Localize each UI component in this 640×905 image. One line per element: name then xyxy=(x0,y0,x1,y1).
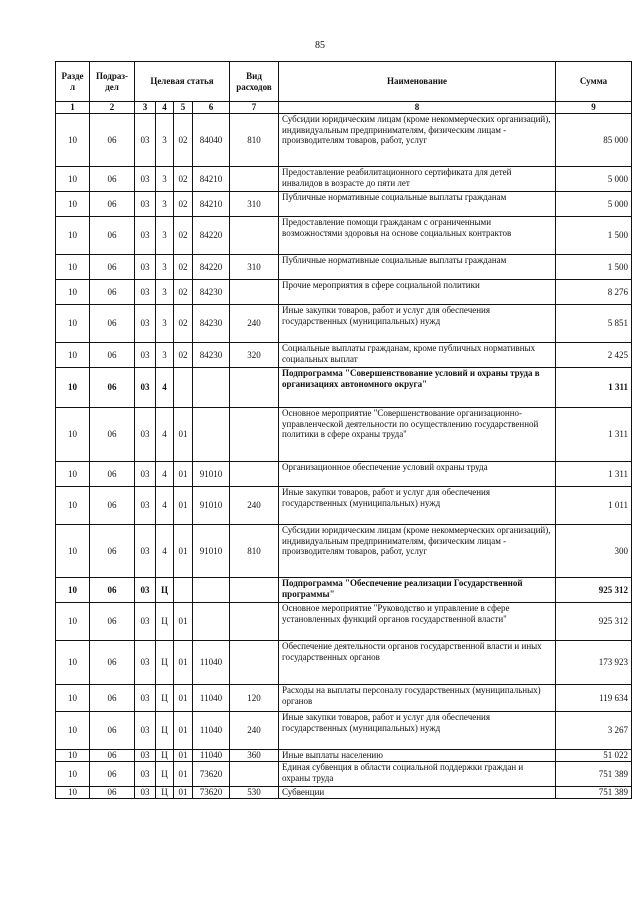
razdel-cell: 10 xyxy=(56,114,90,167)
header-naimenovanie: Наименование xyxy=(279,62,556,102)
table-row xyxy=(56,408,632,462)
program-cell: 03 xyxy=(135,750,156,762)
subprogram-cell: 3 xyxy=(156,114,174,167)
program-cell: 03 xyxy=(135,408,156,462)
subprogram-cell: Ц xyxy=(156,578,174,603)
name-cell: Иные закупки товаров, работ и услуг для обеспечения государственных (муниципальных) нужд xyxy=(279,305,556,343)
table-body xyxy=(56,114,632,799)
podrazdel-cell: 06 xyxy=(90,167,135,192)
razdel-cell: 10 xyxy=(56,487,90,525)
column-index-row xyxy=(56,102,632,114)
sum-cell: 751 389 xyxy=(556,787,632,799)
header-razdel: Разде л xyxy=(56,62,90,102)
vid-rashodov-cell xyxy=(230,217,279,255)
table-row xyxy=(56,368,632,408)
subprogram-cell: Ц xyxy=(156,603,174,641)
razdel-cell: 10 xyxy=(56,762,90,787)
event-cell: 02 xyxy=(174,167,193,192)
program-cell: 03 xyxy=(135,641,156,685)
sum-cell: 85 000 xyxy=(556,114,632,167)
razdel-cell: 10 xyxy=(56,305,90,343)
razdel-cell: 10 xyxy=(56,685,90,712)
subprogram-cell: 4 xyxy=(156,408,174,462)
name-cell: Публичные нормативные социальные выплаты гражданам xyxy=(279,192,556,217)
direction-cell: 84040 xyxy=(193,114,230,167)
direction-cell: 73620 xyxy=(193,787,230,799)
direction-cell: 11040 xyxy=(193,750,230,762)
table-row xyxy=(56,280,632,305)
podrazdel-cell: 06 xyxy=(90,343,135,368)
subprogram-cell: 4 xyxy=(156,487,174,525)
podrazdel-cell: 06 xyxy=(90,685,135,712)
vid-rashodov-cell xyxy=(230,762,279,787)
program-cell: 03 xyxy=(135,255,156,280)
vid-rashodov-cell: 310 xyxy=(230,255,279,280)
event-cell: 01 xyxy=(174,487,193,525)
razdel-cell: 10 xyxy=(56,462,90,487)
subprogram-cell: Ц xyxy=(156,685,174,712)
program-cell: 03 xyxy=(135,192,156,217)
event-cell: 02 xyxy=(174,305,193,343)
podrazdel-cell: 06 xyxy=(90,762,135,787)
program-cell: 03 xyxy=(135,114,156,167)
column-index-cell: 4 xyxy=(156,102,174,114)
direction-cell: 84230 xyxy=(193,343,230,368)
column-index-cell: 8 xyxy=(279,102,556,114)
vid-rashodov-cell xyxy=(230,578,279,603)
event-cell: 02 xyxy=(174,280,193,305)
table-row xyxy=(56,578,632,603)
sum-cell: 925 312 xyxy=(556,603,632,641)
podrazdel-cell: 06 xyxy=(90,280,135,305)
subprogram-cell: 3 xyxy=(156,217,174,255)
event-cell: 01 xyxy=(174,787,193,799)
table-row xyxy=(56,255,632,280)
program-cell: 03 xyxy=(135,167,156,192)
table-row xyxy=(56,762,632,787)
name-cell: Основное мероприятие "Руководство и управление в сфере установленных функций органов государственной власти" xyxy=(279,603,556,641)
event-cell: 01 xyxy=(174,603,193,641)
razdel-cell: 10 xyxy=(56,368,90,408)
table-row xyxy=(56,712,632,750)
direction-cell xyxy=(193,578,230,603)
direction-cell: 84230 xyxy=(193,305,230,343)
header-summa: Сумма xyxy=(556,62,632,102)
column-index-cell: 6 xyxy=(193,102,230,114)
direction-cell: 84210 xyxy=(193,167,230,192)
vid-rashodov-cell: 120 xyxy=(230,685,279,712)
table-row xyxy=(56,114,632,167)
podrazdel-cell: 06 xyxy=(90,305,135,343)
column-index-cell: 5 xyxy=(174,102,193,114)
table-row xyxy=(56,685,632,712)
program-cell: 03 xyxy=(135,368,156,408)
event-cell: 02 xyxy=(174,114,193,167)
name-cell: Подпрограмма "Обеспечение реализации Государственной программы" xyxy=(279,578,556,603)
table-row xyxy=(56,462,632,487)
subprogram-cell: Ц xyxy=(156,762,174,787)
column-index-cell: 9 xyxy=(556,102,632,114)
vid-rashodov-cell: 320 xyxy=(230,343,279,368)
table-row xyxy=(56,305,632,343)
program-cell: 03 xyxy=(135,762,156,787)
podrazdel-cell: 06 xyxy=(90,525,135,578)
podrazdel-cell: 06 xyxy=(90,641,135,685)
event-cell: 01 xyxy=(174,641,193,685)
subprogram-cell: 3 xyxy=(156,343,174,368)
direction-cell: 11040 xyxy=(193,712,230,750)
vid-rashodov-cell: 240 xyxy=(230,487,279,525)
direction-cell: 84220 xyxy=(193,217,230,255)
event-cell xyxy=(174,368,193,408)
razdel-cell: 10 xyxy=(56,750,90,762)
vid-rashodov-cell: 240 xyxy=(230,305,279,343)
podrazdel-cell: 06 xyxy=(90,578,135,603)
direction-cell: 91010 xyxy=(193,525,230,578)
vid-rashodov-cell: 530 xyxy=(230,787,279,799)
vid-rashodov-cell xyxy=(230,641,279,685)
sum-cell: 1 500 xyxy=(556,217,632,255)
razdel-cell: 10 xyxy=(56,641,90,685)
name-cell: Иные закупки товаров, работ и услуг для обеспечения государственных (муниципальных) нужд xyxy=(279,712,556,750)
event-cell: 02 xyxy=(174,343,193,368)
subprogram-cell: Ц xyxy=(156,750,174,762)
sum-cell: 8 276 xyxy=(556,280,632,305)
table-row xyxy=(56,641,632,685)
name-cell: Подпрограмма "Совершенствование условий и охраны труда в организациях автономного округа" xyxy=(279,368,556,408)
sum-cell: 173 923 xyxy=(556,641,632,685)
event-cell: 01 xyxy=(174,762,193,787)
program-cell: 03 xyxy=(135,217,156,255)
subprogram-cell: 3 xyxy=(156,167,174,192)
program-cell: 03 xyxy=(135,462,156,487)
podrazdel-cell: 06 xyxy=(90,408,135,462)
sum-cell: 5 000 xyxy=(556,167,632,192)
sum-cell: 300 xyxy=(556,525,632,578)
razdel-cell: 10 xyxy=(56,167,90,192)
sum-cell: 2 425 xyxy=(556,343,632,368)
podrazdel-cell: 06 xyxy=(90,192,135,217)
direction-cell: 11040 xyxy=(193,685,230,712)
direction-cell: 91010 xyxy=(193,487,230,525)
direction-cell xyxy=(193,368,230,408)
subprogram-cell: Ц xyxy=(156,641,174,685)
sum-cell: 1 311 xyxy=(556,368,632,408)
header-podrazdel: Подраз- дел xyxy=(90,62,135,102)
name-cell: Расходы на выплаты персоналу государственных (муниципальных) органов xyxy=(279,685,556,712)
name-cell: Основное мероприятие "Совершенствование организационно-управленческой деятельности по осуществлению государственной политики в сфере охраны труда" xyxy=(279,408,556,462)
subprogram-cell: 3 xyxy=(156,255,174,280)
table-row xyxy=(56,750,632,762)
event-cell: 01 xyxy=(174,712,193,750)
name-cell: Иные выплаты населению xyxy=(279,750,556,762)
vid-rashodov-cell: 310 xyxy=(230,192,279,217)
sum-cell: 1 311 xyxy=(556,462,632,487)
direction-cell: 91010 xyxy=(193,462,230,487)
name-cell: Публичные нормативные социальные выплаты гражданам xyxy=(279,255,556,280)
podrazdel-cell: 06 xyxy=(90,487,135,525)
program-cell: 03 xyxy=(135,280,156,305)
sum-cell: 1 500 xyxy=(556,255,632,280)
razdel-cell: 10 xyxy=(56,525,90,578)
direction-cell xyxy=(193,603,230,641)
podrazdel-cell: 06 xyxy=(90,462,135,487)
header-vid-rashodov: Вид расходов xyxy=(230,62,279,102)
sum-cell: 751 389 xyxy=(556,762,632,787)
podrazdel-cell: 06 xyxy=(90,712,135,750)
table-row xyxy=(56,525,632,578)
program-cell: 03 xyxy=(135,525,156,578)
table-row xyxy=(56,192,632,217)
budget-table xyxy=(55,61,632,799)
vid-rashodov-cell: 810 xyxy=(230,114,279,167)
event-cell: 01 xyxy=(174,750,193,762)
sum-cell: 51 022 xyxy=(556,750,632,762)
program-cell: 03 xyxy=(135,343,156,368)
direction-cell: 73620 xyxy=(193,762,230,787)
vid-rashodov-cell xyxy=(230,462,279,487)
subprogram-cell: Ц xyxy=(156,787,174,799)
header-row xyxy=(56,62,632,102)
direction-cell: 84230 xyxy=(193,280,230,305)
vid-rashodov-cell xyxy=(230,603,279,641)
program-cell: 03 xyxy=(135,603,156,641)
table-row xyxy=(56,787,632,799)
podrazdel-cell: 06 xyxy=(90,255,135,280)
sum-cell: 1 011 xyxy=(556,487,632,525)
table-row xyxy=(56,603,632,641)
name-cell: Субсидии юридическим лицам (кроме некоммерческих организаций), индивидуальным предпринимателям, физическим лицам - производителям товаров, работ, услуг xyxy=(279,114,556,167)
program-cell: 03 xyxy=(135,578,156,603)
direction-cell xyxy=(193,408,230,462)
name-cell: Иные закупки товаров, работ и услуг для обеспечения государственных (муниципальных) нужд xyxy=(279,487,556,525)
event-cell xyxy=(174,578,193,603)
table-row xyxy=(56,343,632,368)
direction-cell: 11040 xyxy=(193,641,230,685)
razdel-cell: 10 xyxy=(56,712,90,750)
column-index-cell: 2 xyxy=(90,102,135,114)
podrazdel-cell: 06 xyxy=(90,750,135,762)
name-cell: Предоставление реабилитационного сертификата для детей инвалидов в возрасте до пяти лет xyxy=(279,167,556,192)
podrazdel-cell: 06 xyxy=(90,368,135,408)
razdel-cell: 10 xyxy=(56,217,90,255)
name-cell: Предоставление помощи гражданам с ограниченными возможностями здоровья на основе социальных контрактов xyxy=(279,217,556,255)
razdel-cell: 10 xyxy=(56,255,90,280)
razdel-cell: 10 xyxy=(56,192,90,217)
subprogram-cell: 4 xyxy=(156,525,174,578)
table-row xyxy=(56,487,632,525)
name-cell: Прочие мероприятия в сфере социальной политики xyxy=(279,280,556,305)
vid-rashodov-cell xyxy=(230,408,279,462)
program-cell: 03 xyxy=(135,305,156,343)
vid-rashodov-cell xyxy=(230,280,279,305)
column-index-cell: 1 xyxy=(56,102,90,114)
name-cell: Субсидии юридическим лицам (кроме некоммерческих организаций), индивидуальным предпринимателям, физическим лицам - производителям товаров, работ, услуг xyxy=(279,525,556,578)
column-index-cell: 3 xyxy=(135,102,156,114)
event-cell: 02 xyxy=(174,217,193,255)
direction-cell: 84210 xyxy=(193,192,230,217)
vid-rashodov-cell xyxy=(230,368,279,408)
event-cell: 01 xyxy=(174,685,193,712)
header-celevaya-statya: Целевая статья xyxy=(135,62,230,102)
program-cell: 03 xyxy=(135,685,156,712)
name-cell: Организационное обеспечение условий охраны труда xyxy=(279,462,556,487)
vid-rashodov-cell: 240 xyxy=(230,712,279,750)
program-cell: 03 xyxy=(135,787,156,799)
event-cell: 01 xyxy=(174,408,193,462)
subprogram-cell: Ц xyxy=(156,712,174,750)
name-cell: Единая субвенция в области социальной поддержки граждан и охраны труда xyxy=(279,762,556,787)
event-cell: 01 xyxy=(174,462,193,487)
sum-cell: 1 311 xyxy=(556,408,632,462)
event-cell: 01 xyxy=(174,525,193,578)
razdel-cell: 10 xyxy=(56,603,90,641)
table-row xyxy=(56,167,632,192)
sum-cell: 5 851 xyxy=(556,305,632,343)
subprogram-cell: 4 xyxy=(156,368,174,408)
podrazdel-cell: 06 xyxy=(90,114,135,167)
sum-cell: 925 312 xyxy=(556,578,632,603)
name-cell: Субвенции xyxy=(279,787,556,799)
column-index-cell: 7 xyxy=(230,102,279,114)
razdel-cell: 10 xyxy=(56,787,90,799)
direction-cell: 84220 xyxy=(193,255,230,280)
sum-cell: 119 634 xyxy=(556,685,632,712)
subprogram-cell: 3 xyxy=(156,192,174,217)
program-cell: 03 xyxy=(135,712,156,750)
name-cell: Социальные выплаты гражданам, кроме публичных нормативных социальных выплат xyxy=(279,343,556,368)
vid-rashodov-cell: 810 xyxy=(230,525,279,578)
table-row xyxy=(56,217,632,255)
vid-rashodov-cell xyxy=(230,167,279,192)
subprogram-cell: 4 xyxy=(156,462,174,487)
podrazdel-cell: 06 xyxy=(90,217,135,255)
subprogram-cell: 3 xyxy=(156,280,174,305)
podrazdel-cell: 06 xyxy=(90,787,135,799)
vid-rashodov-cell: 360 xyxy=(230,750,279,762)
subprogram-cell: 3 xyxy=(156,305,174,343)
page-number: 85 xyxy=(315,40,325,51)
razdel-cell: 10 xyxy=(56,280,90,305)
event-cell: 02 xyxy=(174,255,193,280)
program-cell: 03 xyxy=(135,487,156,525)
event-cell: 02 xyxy=(174,192,193,217)
razdel-cell: 10 xyxy=(56,578,90,603)
sum-cell: 3 267 xyxy=(556,712,632,750)
podrazdel-cell: 06 xyxy=(90,603,135,641)
razdel-cell: 10 xyxy=(56,343,90,368)
razdel-cell: 10 xyxy=(56,408,90,462)
sum-cell: 5 000 xyxy=(556,192,632,217)
name-cell: Обеспечение деятельности органов государственной власти и иных государственных органов xyxy=(279,641,556,685)
